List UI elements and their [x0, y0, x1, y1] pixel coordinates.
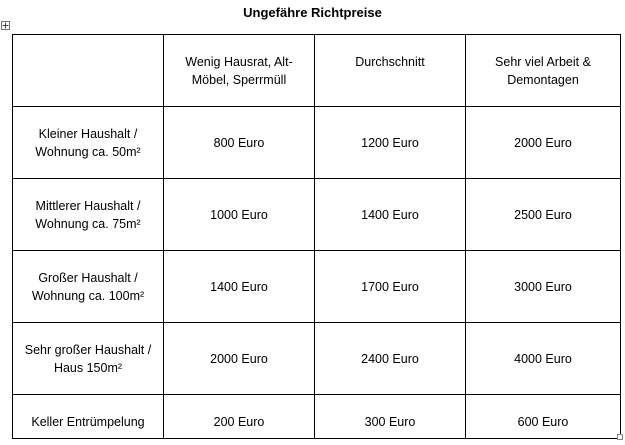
table-row	[13, 323, 621, 395]
table-resize-handle-icon[interactable]	[617, 434, 623, 440]
price-cell: 600 Euro	[466, 395, 621, 439]
price-cell: 2000 Euro	[164, 323, 315, 395]
table-header-row	[13, 35, 621, 107]
header-cell-high: Sehr viel Arbeit & Demontagen	[466, 35, 621, 107]
price-table	[12, 34, 621, 439]
table-title: Ungefähre Richtpreise	[243, 5, 382, 20]
row-label: Keller Entrümpelung	[13, 395, 164, 439]
row-label: Mittlerer Haushalt / Wohnung ca. 75m²	[13, 179, 164, 251]
price-cell: 2000 Euro	[466, 107, 621, 179]
price-cell: 2400 Euro	[315, 323, 466, 395]
table-row	[13, 395, 621, 439]
table-row	[13, 107, 621, 179]
row-label: Kleiner Haushalt / Wohnung ca. 50m²	[13, 107, 164, 179]
row-label: Sehr großer Haushalt / Haus 150m²	[13, 323, 164, 395]
price-cell: 200 Euro	[164, 395, 315, 439]
price-cell: 1000 Euro	[164, 179, 315, 251]
header-cell-empty	[13, 35, 164, 107]
table-move-handle-icon[interactable]	[1, 21, 10, 30]
price-cell: 1700 Euro	[315, 251, 466, 323]
price-cell: 4000 Euro	[466, 323, 621, 395]
price-cell: 1200 Euro	[315, 107, 466, 179]
price-cell: 800 Euro	[164, 107, 315, 179]
price-cell: 1400 Euro	[164, 251, 315, 323]
table-row	[13, 179, 621, 251]
price-cell: 300 Euro	[315, 395, 466, 439]
header-cell-average: Durchschnitt	[315, 35, 466, 107]
row-label: Großer Haushalt / Wohnung ca. 100m²	[13, 251, 164, 323]
price-cell: 3000 Euro	[466, 251, 621, 323]
price-cell: 2500 Euro	[466, 179, 621, 251]
header-cell-low: Wenig Hausrat, Alt-Möbel, Sperrmüll	[164, 35, 315, 107]
table-row	[13, 251, 621, 323]
price-cell: 1400 Euro	[315, 179, 466, 251]
